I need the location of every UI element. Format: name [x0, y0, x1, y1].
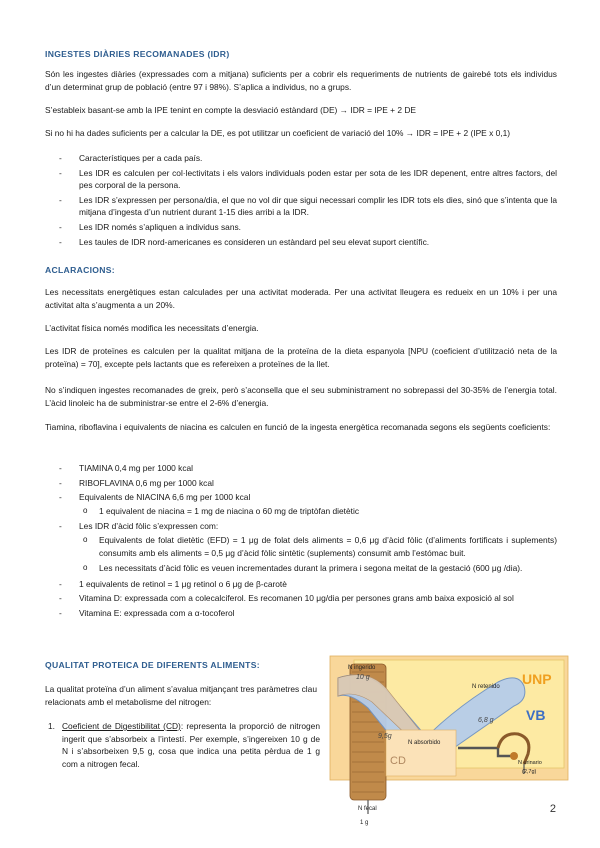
list-item: - Les taules de IDR nord-americanes es consideren un estàndard pel seu elevat suport científic.	[45, 236, 557, 249]
label-val-95: 9,5g	[378, 733, 392, 740]
list-item	[45, 491, 557, 517]
list-item: - Vitamina D: expressada com a colecalciferol. Es recomanen 10 μg/dia per persones grans amb baixa exposició al sol	[45, 592, 557, 605]
aclaracions-proteines: Les IDR de proteïnes es calculen per la qualitat mitjana de la proteïna de la dieta espanyola [NPU (coeficient d’utilització neta de la proteïna) = 70], excepte pels lactants que es refereixen a proteïnes de la llet.	[45, 346, 557, 369]
label-n-ingerido: N ingerido	[348, 665, 376, 671]
page-number: 2	[549, 803, 556, 815]
aclaracions-energia: Les necessitats energètiques estan calculades per una activitat moderada. Per una activitat lleugera es redueix en un 10% i per una activitat alta s’augmenta a un 20%.	[45, 287, 557, 310]
list-item: - RIBOFLAVINA 0,6 mg per 1000 kcal	[45, 477, 557, 490]
label-unp: UNP	[522, 671, 552, 687]
idr-formula-cv: Si no hi ha dades suficients per a calcular la DE, es pot utilitzar un coeficient de variació del 10% → IDR = IPE + 2 (IPE x 0,1)	[45, 128, 511, 138]
idr-formula: S’estableix basant-se amb la IPE tenint en compte la desviació estàndard (DE) → IDR = IPE + 2 DE	[45, 105, 417, 115]
cd-region	[386, 730, 456, 776]
label-n-urinario-val: (2,7g)	[522, 769, 537, 775]
item-text: : representa la proporció de nitrogen ingerit que s’absorbeix a l’intestí. Per exemple, s’ingereixen 10 g de N i s’absorbeixen 9,5 g, cosa que indica una petita pèrdua de 1 g com a nitrogen fecal.	[62, 721, 320, 769]
nitrogen-balance-diagram	[328, 652, 572, 828]
list-item: - Les IDR es calculen per col·lectivitats i els valors individuals poden estar per sota de les IDR depenent, entre altres factors, del pes corporal de la persona.	[45, 167, 557, 192]
label-val-68: 6,8 g	[478, 717, 494, 724]
qualitat-item-1	[48, 720, 320, 770]
idr-definition: Són les ingestes diàries (expressades com a mitjana) suficients per a cobrir els requeriments de nutrients de gairebé tots els individus d’un determinat grup de població (entre 97 i 98%). S’aplica a individus, no a grups.	[45, 69, 557, 92]
label-n-urinario: N urinario	[518, 760, 542, 766]
list-item: - Les IDR s’expressen per persona/dia, el que no vol dir que sigui necessari complir les IDR tots els dies, sinó que s’intenta que la mitjana d’ingesta d’un nutrient durant 1-15 dies arribi a la IDR.	[45, 194, 557, 219]
aclaracions-greix: No s’indiquen ingestes recomanades de greix, però s’aconsella que el seu subministrament no sobrepassi del 30-35% de l’energia total. L’àcid linoleic ha de subministrar-se entre el 2-6% d’energia.	[45, 385, 557, 408]
sublist	[79, 534, 557, 575]
list-item: - Les IDR només s’apliquen a individus sans.	[45, 221, 557, 234]
label-cd: CD	[390, 755, 406, 767]
label-n-ingerido-val: 10 g	[356, 674, 370, 681]
label-vb: VB	[526, 707, 546, 723]
label-n-absorbido: N absorbido	[408, 740, 441, 746]
section-heading-idr: INGESTES DIÀRIES RECOMANADES (IDR)	[45, 49, 230, 59]
item-term: Coeficient de Digestibilitat (CD)	[62, 721, 181, 731]
idr-list	[45, 152, 557, 250]
aclaracions-activitat: L’activitat física només modifica les necessitats d’energia.	[45, 323, 259, 333]
sublist-item: o Les necessitats d’àcid fòlic es veuen incrementades durant la primera i segona meitat de la gestació (600 μg /dia).	[79, 562, 557, 575]
list-item	[45, 520, 557, 574]
list-item: - 1 equivalents de retinol = 1 μg retinol o 6 μg de β-carotè	[45, 578, 557, 591]
item-number: 1.	[48, 721, 55, 731]
sublist-item: o Equivalents de folat dietètic (EFD) = 1 μg de folat dels aliments = 0,6 μg d’àcid fòlic (d’aliments fortificats i suplements) consumits amb els aliments = 0,5 μg d’àcid fòlic sintètic (suplements) consumit amb l’estómac buit.	[79, 534, 557, 559]
list-item-text: Les IDR d’àcid fòlic s’expressen com:	[79, 521, 219, 532]
bladder-icon	[510, 752, 518, 760]
list-item: - Característiques per a cada país.	[45, 152, 557, 165]
sublist-item: o 1 equivalent de niacina = 1 mg de niacina o 60 mg de triptòfan dietètic	[79, 505, 557, 518]
list-item: - Vitamina E: expressada com a α-tocoferol	[45, 607, 557, 620]
section-heading-qualitat: QUALITAT PROTEICA DE DIFERENTS ALIMENTS:	[45, 660, 260, 670]
label-n-fecal: N fecal	[358, 806, 377, 812]
sublist	[79, 505, 557, 518]
qualitat-intro: La qualitat proteïna d’un aliment s’avalua mitjançant tres paràmetres clau relacionats amb el metabolisme del nitrogen:	[45, 684, 317, 707]
vitamin-list	[45, 462, 557, 622]
label-n-retenido: N retenido	[472, 684, 500, 690]
list-item: - TIAMINA 0,4 mg per 1000 kcal	[45, 462, 557, 475]
section-heading-aclaracions: ACLARACIONS:	[45, 265, 115, 275]
label-n-fecal-val: 1 g	[360, 820, 369, 826]
list-item-text: Equivalents de NIACINA 6,6 mg per 1000 kcal	[79, 492, 251, 503]
aclaracions-coeficients: Tiamina, riboflavina i equivalents de niacina es calculen en funció de la ingesta energètica recomanada segons els següents coeficients:	[45, 422, 551, 432]
